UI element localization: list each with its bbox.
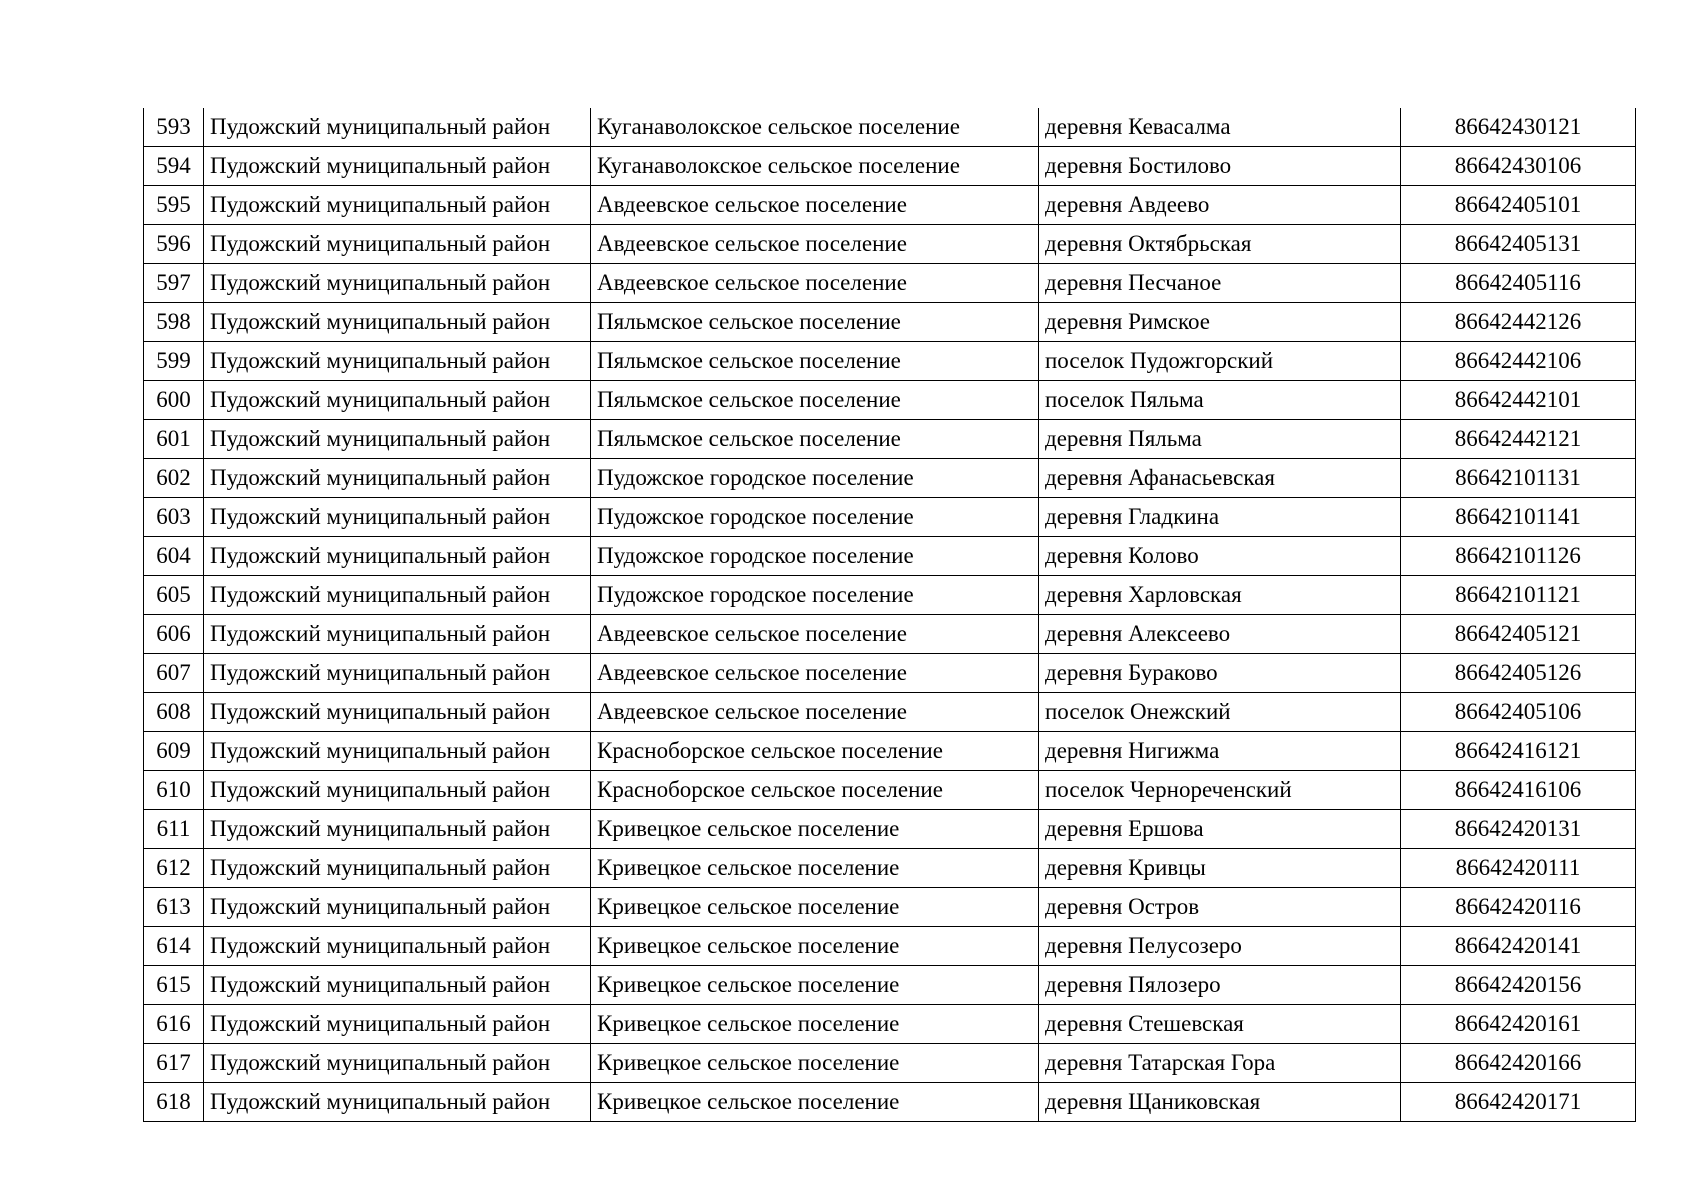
table-body xyxy=(144,108,1636,1122)
district-cell: Пудожский муниципальный район xyxy=(204,693,591,732)
oktmo-code-cell: 86642420171 xyxy=(1401,1083,1636,1122)
locality-cell: деревня Пялозеро xyxy=(1039,966,1401,1005)
row-number-cell: 612 xyxy=(144,849,204,888)
district-cell: Пудожский муниципальный район xyxy=(204,888,591,927)
row-number-cell: 594 xyxy=(144,147,204,186)
table-row xyxy=(144,498,1636,537)
settlement-cell: Кривецкое сельское поселение xyxy=(591,888,1039,927)
settlement-cell: Пяльмское сельское поселение xyxy=(591,342,1039,381)
settlement-cell: Пяльмское сельское поселение xyxy=(591,303,1039,342)
locality-cell: деревня Песчаное xyxy=(1039,264,1401,303)
table-row xyxy=(144,108,1636,147)
settlement-cell: Кривецкое сельское поселение xyxy=(591,1044,1039,1083)
oktmo-code-cell: 86642405101 xyxy=(1401,186,1636,225)
settlement-cell: Авдеевское сельское поселение xyxy=(591,693,1039,732)
settlement-cell: Авдеевское сельское поселение xyxy=(591,186,1039,225)
table-row xyxy=(144,966,1636,1005)
locality-cell: деревня Бураково xyxy=(1039,654,1401,693)
row-number-cell: 618 xyxy=(144,1083,204,1122)
settlement-cell: Пудожское городское поселение xyxy=(591,537,1039,576)
settlement-cell: Куганаволокское сельское поселение xyxy=(591,108,1039,147)
row-number-cell: 595 xyxy=(144,186,204,225)
table-row xyxy=(144,576,1636,615)
oktmo-code-cell: 86642405131 xyxy=(1401,225,1636,264)
district-cell: Пудожский муниципальный район xyxy=(204,732,591,771)
locality-cell: поселок Чернореченский xyxy=(1039,771,1401,810)
settlement-cell: Пудожское городское поселение xyxy=(591,459,1039,498)
table-row xyxy=(144,771,1636,810)
oktmo-code-cell: 86642442126 xyxy=(1401,303,1636,342)
table-row xyxy=(144,459,1636,498)
oktmo-code-cell: 86642430121 xyxy=(1401,108,1636,147)
district-cell: Пудожский муниципальный район xyxy=(204,810,591,849)
locality-cell: деревня Бостилово xyxy=(1039,147,1401,186)
locality-cell: поселок Пудожгорский xyxy=(1039,342,1401,381)
table-row xyxy=(144,888,1636,927)
locality-cell: деревня Харловская xyxy=(1039,576,1401,615)
oktmo-code-cell: 86642101131 xyxy=(1401,459,1636,498)
row-number-cell: 606 xyxy=(144,615,204,654)
table-row xyxy=(144,420,1636,459)
table-row xyxy=(144,147,1636,186)
settlement-cell: Кривецкое сельское поселение xyxy=(591,810,1039,849)
table-row xyxy=(144,1005,1636,1044)
settlement-cell: Авдеевское сельское поселение xyxy=(591,615,1039,654)
table-row xyxy=(144,693,1636,732)
row-number-cell: 601 xyxy=(144,420,204,459)
table-row xyxy=(144,732,1636,771)
table-row xyxy=(144,225,1636,264)
district-cell: Пудожский муниципальный район xyxy=(204,303,591,342)
settlement-cell: Кривецкое сельское поселение xyxy=(591,1005,1039,1044)
row-number-cell: 600 xyxy=(144,381,204,420)
district-cell: Пудожский муниципальный район xyxy=(204,1083,591,1122)
district-cell: Пудожский муниципальный район xyxy=(204,1044,591,1083)
table-row xyxy=(144,927,1636,966)
table-row xyxy=(144,1044,1636,1083)
row-number-cell: 609 xyxy=(144,732,204,771)
row-number-cell: 605 xyxy=(144,576,204,615)
settlement-cell: Авдеевское сельское поселение xyxy=(591,264,1039,303)
row-number-cell: 614 xyxy=(144,927,204,966)
oktmo-code-cell: 86642101121 xyxy=(1401,576,1636,615)
row-number-cell: 593 xyxy=(144,108,204,147)
locality-cell: деревня Остров xyxy=(1039,888,1401,927)
oktmo-code-cell: 86642101141 xyxy=(1401,498,1636,537)
district-cell: Пудожский муниципальный район xyxy=(204,225,591,264)
locality-cell: деревня Нигижма xyxy=(1039,732,1401,771)
table-row xyxy=(144,264,1636,303)
row-number-cell: 611 xyxy=(144,810,204,849)
district-cell: Пудожский муниципальный район xyxy=(204,381,591,420)
locality-cell: поселок Онежский xyxy=(1039,693,1401,732)
oktmo-code-cell: 86642405106 xyxy=(1401,693,1636,732)
oktmo-code-cell: 86642405121 xyxy=(1401,615,1636,654)
row-number-cell: 599 xyxy=(144,342,204,381)
locality-cell: деревня Октябрьская xyxy=(1039,225,1401,264)
oktmo-code-cell: 86642405126 xyxy=(1401,654,1636,693)
table-row xyxy=(144,342,1636,381)
oktmo-code-cell: 86642420166 xyxy=(1401,1044,1636,1083)
settlement-cell: Пудожское городское поселение xyxy=(591,498,1039,537)
table-row xyxy=(144,186,1636,225)
locality-cell: деревня Щаниковская xyxy=(1039,1083,1401,1122)
district-cell: Пудожский муниципальный район xyxy=(204,498,591,537)
locality-cell: деревня Татарская Гора xyxy=(1039,1044,1401,1083)
locality-cell: деревня Кривцы xyxy=(1039,849,1401,888)
row-number-cell: 603 xyxy=(144,498,204,537)
row-number-cell: 598 xyxy=(144,303,204,342)
locality-cell: деревня Кевасалма xyxy=(1039,108,1401,147)
settlement-cell: Кривецкое сельское поселение xyxy=(591,927,1039,966)
row-number-cell: 613 xyxy=(144,888,204,927)
oktmo-code-cell: 86642442106 xyxy=(1401,342,1636,381)
locality-cell: деревня Колово xyxy=(1039,537,1401,576)
table-row xyxy=(144,654,1636,693)
oktmo-code-cell: 86642405116 xyxy=(1401,264,1636,303)
settlement-cell: Куганаволокское сельское поселение xyxy=(591,147,1039,186)
district-cell: Пудожский муниципальный район xyxy=(204,927,591,966)
table-row xyxy=(144,303,1636,342)
oktmo-code-cell: 86642420116 xyxy=(1401,888,1636,927)
district-cell: Пудожский муниципальный район xyxy=(204,966,591,1005)
locality-cell: деревня Пяльма xyxy=(1039,420,1401,459)
table-row xyxy=(144,810,1636,849)
locality-cell: деревня Стешевская xyxy=(1039,1005,1401,1044)
locality-cell: деревня Римское xyxy=(1039,303,1401,342)
district-cell: Пудожский муниципальный район xyxy=(204,615,591,654)
oktmo-code-cell: 86642420141 xyxy=(1401,927,1636,966)
oktmo-code-cell: 86642416106 xyxy=(1401,771,1636,810)
district-cell: Пудожский муниципальный район xyxy=(204,108,591,147)
locality-cell: деревня Авдеево xyxy=(1039,186,1401,225)
locality-cell: деревня Афанасьевская xyxy=(1039,459,1401,498)
oktmo-code-cell: 86642442121 xyxy=(1401,420,1636,459)
settlement-cell: Кривецкое сельское поселение xyxy=(591,849,1039,888)
locality-cell: деревня Гладкина xyxy=(1039,498,1401,537)
table-row xyxy=(144,615,1636,654)
row-number-cell: 617 xyxy=(144,1044,204,1083)
row-number-cell: 616 xyxy=(144,1005,204,1044)
district-cell: Пудожский муниципальный район xyxy=(204,147,591,186)
table-row xyxy=(144,849,1636,888)
district-cell: Пудожский муниципальный район xyxy=(204,420,591,459)
row-number-cell: 607 xyxy=(144,654,204,693)
row-number-cell: 610 xyxy=(144,771,204,810)
locality-cell: деревня Пелусозеро xyxy=(1039,927,1401,966)
row-number-cell: 597 xyxy=(144,264,204,303)
district-cell: Пудожский муниципальный район xyxy=(204,537,591,576)
table-row xyxy=(144,1083,1636,1122)
settlement-cell: Авдеевское сельское поселение xyxy=(591,225,1039,264)
district-cell: Пудожский муниципальный район xyxy=(204,849,591,888)
district-cell: Пудожский муниципальный район xyxy=(204,771,591,810)
oktmo-code-cell: 86642420131 xyxy=(1401,810,1636,849)
locality-cell: деревня Алексеево xyxy=(1039,615,1401,654)
district-cell: Пудожский муниципальный район xyxy=(204,186,591,225)
settlement-cell: Красноборское сельское поселение xyxy=(591,771,1039,810)
row-number-cell: 596 xyxy=(144,225,204,264)
locality-cell: поселок Пяльма xyxy=(1039,381,1401,420)
settlements-table xyxy=(143,108,1636,1122)
settlement-cell: Авдеевское сельское поселение xyxy=(591,654,1039,693)
oktmo-code-cell: 86642430106 xyxy=(1401,147,1636,186)
settlement-cell: Пяльмское сельское поселение xyxy=(591,381,1039,420)
district-cell: Пудожский муниципальный район xyxy=(204,459,591,498)
oktmo-code-cell: 86642101126 xyxy=(1401,537,1636,576)
district-cell: Пудожский муниципальный район xyxy=(204,342,591,381)
district-cell: Пудожский муниципальный район xyxy=(204,264,591,303)
settlement-cell: Кривецкое сельское поселение xyxy=(591,966,1039,1005)
district-cell: Пудожский муниципальный район xyxy=(204,576,591,615)
row-number-cell: 604 xyxy=(144,537,204,576)
district-cell: Пудожский муниципальный район xyxy=(204,1005,591,1044)
locality-cell: деревня Ершова xyxy=(1039,810,1401,849)
oktmo-code-cell: 86642420111 xyxy=(1401,849,1636,888)
oktmo-code-cell: 86642442101 xyxy=(1401,381,1636,420)
settlement-cell: Красноборское сельское поселение xyxy=(591,732,1039,771)
table-row xyxy=(144,537,1636,576)
settlement-cell: Пяльмское сельское поселение xyxy=(591,420,1039,459)
settlement-cell: Кривецкое сельское поселение xyxy=(591,1083,1039,1122)
district-cell: Пудожский муниципальный район xyxy=(204,654,591,693)
table-row xyxy=(144,381,1636,420)
oktmo-code-cell: 86642420156 xyxy=(1401,966,1636,1005)
oktmo-code-cell: 86642420161 xyxy=(1401,1005,1636,1044)
row-number-cell: 602 xyxy=(144,459,204,498)
settlement-cell: Пудожское городское поселение xyxy=(591,576,1039,615)
oktmo-code-cell: 86642416121 xyxy=(1401,732,1636,771)
row-number-cell: 615 xyxy=(144,966,204,1005)
row-number-cell: 608 xyxy=(144,693,204,732)
